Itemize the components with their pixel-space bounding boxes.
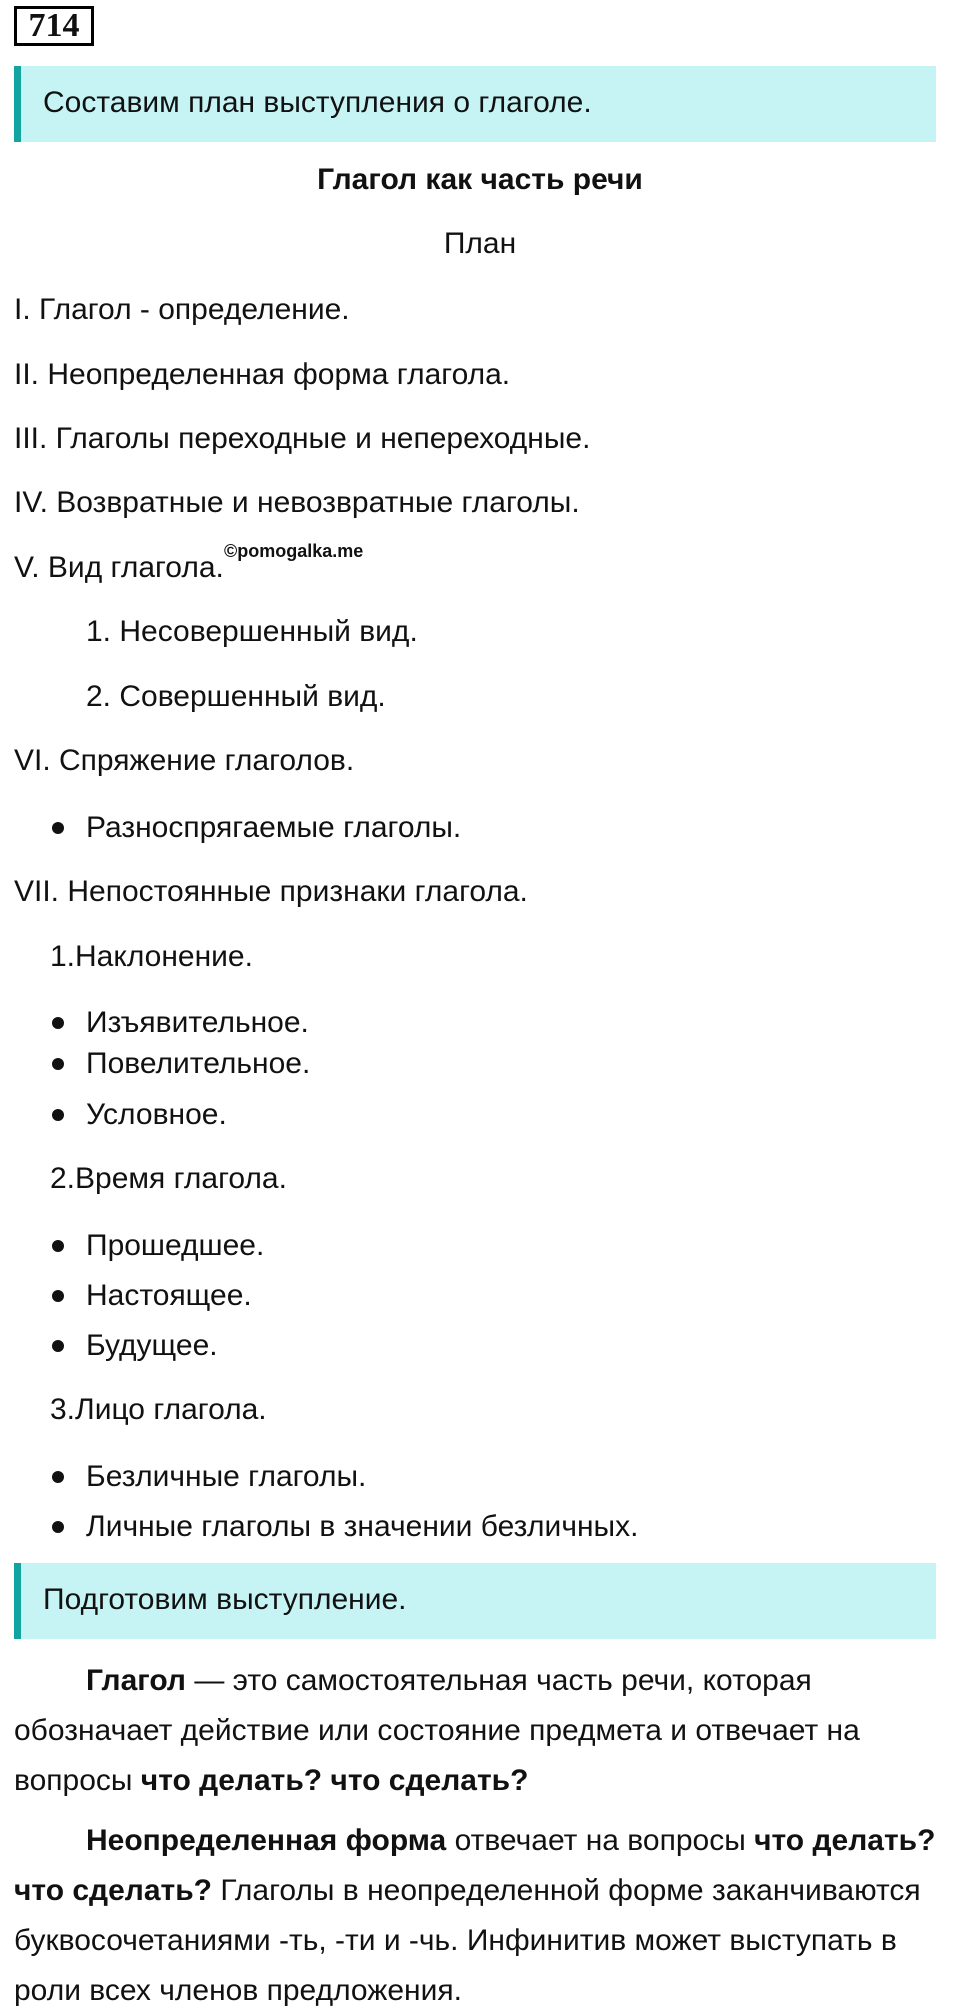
list-item: Личные глаголы в значении безличных. — [86, 1510, 639, 1543]
plan-item-1: I. Глагол - определение. — [14, 293, 350, 326]
list-item: Повелительное. — [86, 1047, 311, 1080]
paragraph-infinitive: Неопределенная форма отвечает на вопросы что делать? что сделать? Глаголы в неопределенной форме заканчиваются буквосочетаниями -ть, -ти и -чь. Инфинитив может выступать в роли всех членов предложения. — [14, 1824, 936, 2007]
list-item: Безличные глаголы. — [86, 1460, 367, 1493]
list-item: Условное. — [86, 1098, 227, 1131]
bullet-icon — [52, 1109, 64, 1121]
plan-subitem: 3.Лицо глагола. — [50, 1393, 267, 1426]
plan-item-4: IV. Возвратные и невозвратные глаголы. — [14, 486, 580, 519]
bullet-icon — [52, 1521, 64, 1533]
exercise-number: 714 — [14, 6, 94, 46]
plan-item-3: III. Глаголы переходные и непереходные. — [14, 422, 591, 455]
plan-item-5: V. Вид глагола. — [14, 551, 224, 584]
bullet-icon — [52, 1471, 64, 1483]
questions: что делать? что сделать? — [140, 1764, 529, 1797]
bullet-icon — [52, 1058, 64, 1070]
bullet-icon — [52, 1290, 64, 1302]
plan-subitem: 1.Наклонение. — [50, 940, 253, 973]
list-item: Изъявительное. — [86, 1006, 309, 1039]
bullet-icon — [52, 1340, 64, 1352]
term: Глагол — [86, 1664, 186, 1697]
task-callout — [14, 1563, 936, 1639]
task-callout-text: Составим план выступления о глаголе. — [43, 86, 592, 119]
task-callout-text: Подготовим выступление. — [43, 1583, 407, 1616]
plan-subitem: 2.Время глагола. — [50, 1162, 287, 1195]
page-title: Глагол как часть речи — [317, 163, 643, 196]
list-item: Будущее. — [86, 1329, 218, 1362]
plan-item-6: VI. Спряжение глаголов. — [14, 744, 355, 777]
questions: что делать? что сделать? — [14, 1824, 936, 1907]
bullet-icon — [52, 1017, 64, 1029]
list-item: Настоящее. — [86, 1279, 252, 1312]
term: Неопределенная форма — [86, 1824, 447, 1857]
bullet-icon — [52, 1240, 64, 1252]
plan-subitem: 2. Совершенный вид. — [86, 680, 386, 713]
task-callout — [14, 66, 936, 142]
list-item: Разноспрягаемые глаголы. — [86, 811, 462, 844]
paragraph-verb-definition: Глагол — это самостоятельная часть речи, которая обозначает действие или состояние предмета и отвечает на вопросы что делать? что сделать? — [14, 1664, 860, 1797]
plan-item-2: II. Неопределенная форма глагола. — [14, 358, 511, 391]
page-subtitle: План — [443, 227, 517, 260]
list-item: Прошедшее. — [86, 1229, 265, 1262]
bullet-icon — [52, 822, 64, 834]
plan-item-7: VII. Непостоянные признаки глагола. — [14, 875, 528, 908]
plan-subitem: 1. Несовершенный вид. — [86, 615, 418, 648]
watermark: ©pomogalka.me — [224, 541, 364, 561]
